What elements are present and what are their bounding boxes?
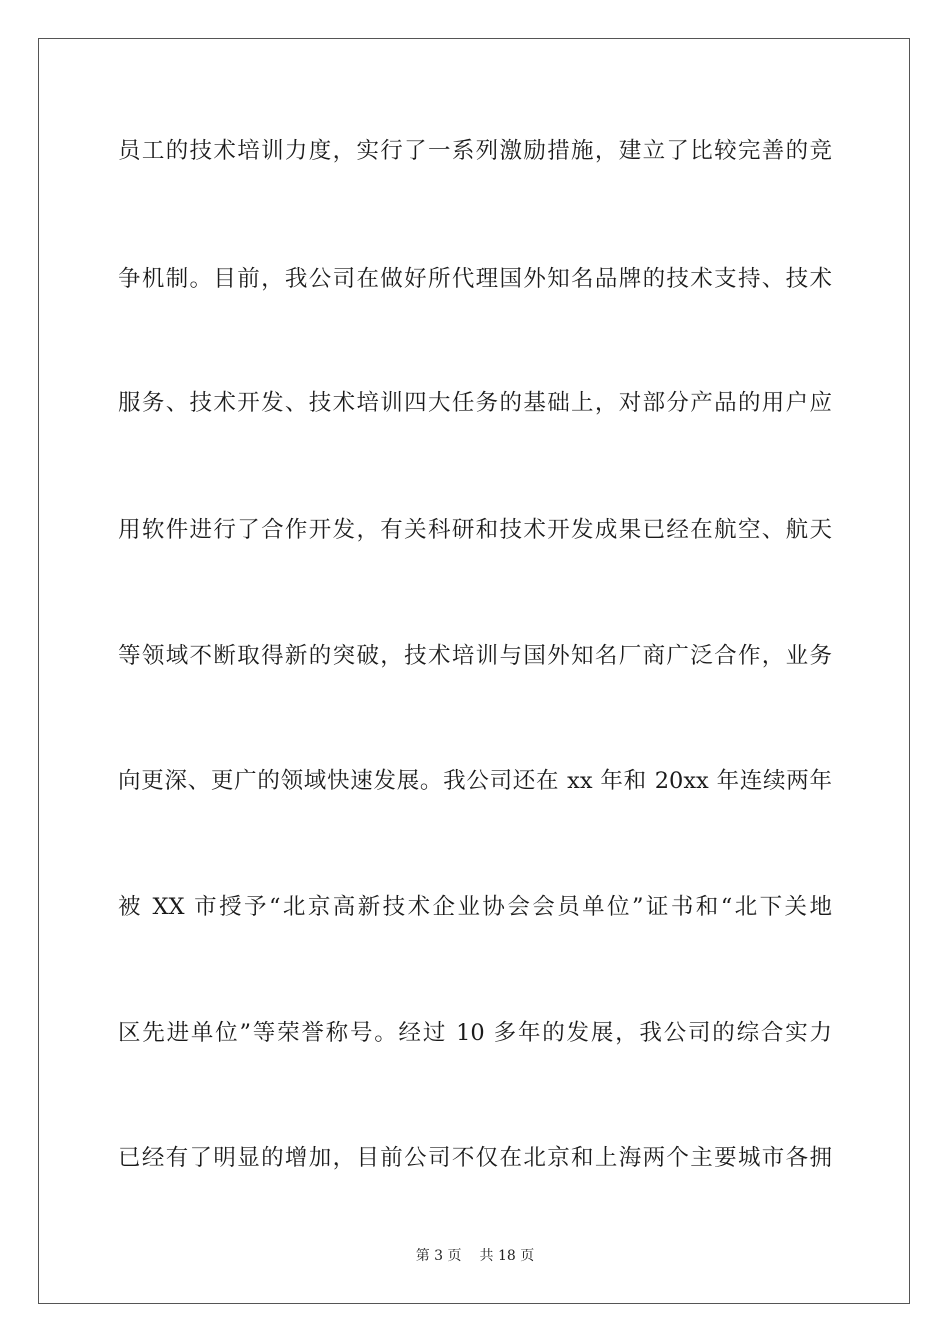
text-line: 争机制。目前，我公司在做好所代理国外知名品牌的技术支持、技术 [118,266,832,292]
text-line: 用软件进行了合作开发，有关科研和技术开发成果已经在航空、航天 [118,517,832,543]
text-line: 员工的技术培训力度，实行了一系列激励措施，建立了比较完善的竞 [118,138,832,164]
text-line: 等领域不断取得新的突破，技术培训与国外知名厂商广泛合作，业务 [118,643,832,669]
page-number: 第 3 页 [415,1248,462,1264]
text-line: 已经有了明显的增加，目前公司不仅在北京和上海两个主要城市各拥 [118,1145,832,1171]
page-footer [0,1245,950,1265]
text-line: 向更深、更广的领域快速发展。我公司还在 xx 年和 20xx 年连续两年 [118,768,832,794]
text-line: 服务、技术开发、技术培训四大任务的基础上，对部分产品的用户应 [118,390,832,416]
page-total: 共 18 页 [479,1248,535,1264]
text-line: 区先进单位”等荣誉称号。经过 10 多年的发展，我公司的综合实力 [118,1020,832,1046]
text-line: 被 XX 市授予“北京高新技术企业协会会员单位”证书和“北下关地 [118,894,832,920]
